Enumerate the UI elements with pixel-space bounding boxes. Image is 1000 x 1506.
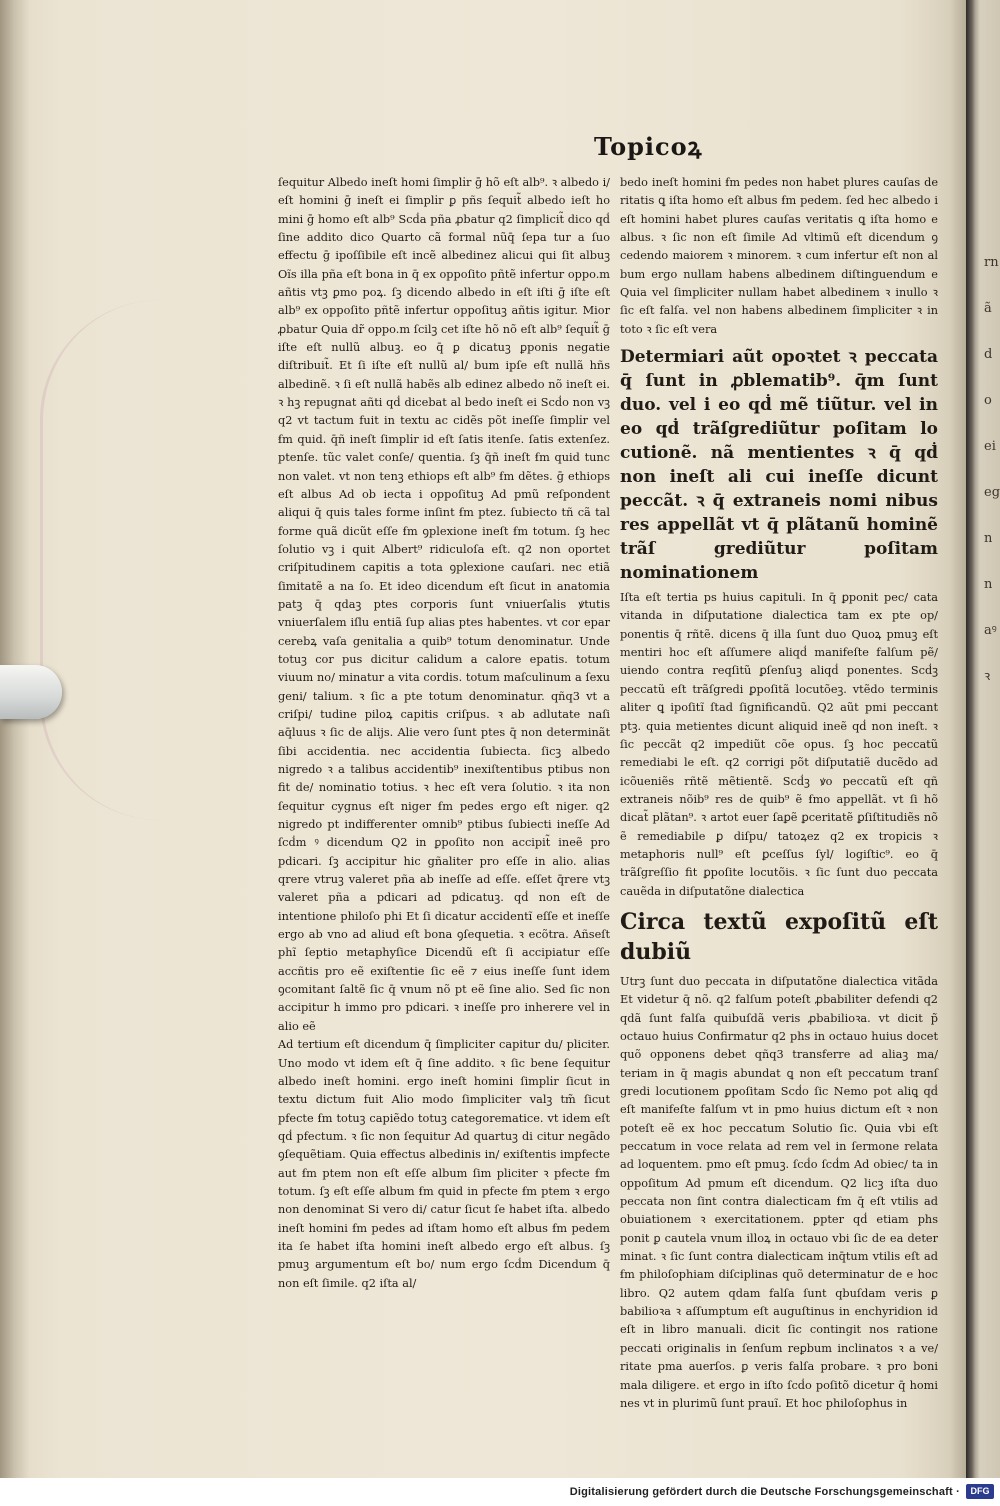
left-column <box>278 174 610 1293</box>
footer-bar <box>0 1478 1000 1506</box>
funding-notice: Digitalisierung gefördert durch die Deutsche Forschungsgemeinschaft · <box>569 1486 960 1498</box>
commentary-paragraph: Iſta eſt tertia ps huius capituli. In q̄ ꝑponit pec/ cata vitanda in diſputatione dialectica tam ex pte op/ ponentis q̄ rñtẽ. dicens q̄ illa ſunt duo Quoꝝ pmuꝫ eſt mentiri hoc eſt aſſumere aliqḋ manifeſte falſum pẽ/ uiendo contra reqſitũ ꝑſenſuꝫ aliqḋ ponentes. Scḋꝫ peccatũ eſt trãſgredi ꝑpoſitã locutõeꝫ. vtẽdo terminis aliter ꝗ ipoſitĩ ſtad ſignificandũ. Q2 aũt pmi peccant ptꝫ. quia metientes dicunt aliquid ineẽ qḋ non ineſt. ꝛ ſic peccãt q2 impediũt cõe opus. ſꝫ hoc peccatũ remediabi le eſt. q2 corrigi põt diſputatiẽ ducẽdo ad icõueniẽs rñtẽ mẽtientẽ. Scḋꝫ ꝟo peccatũ eſt qñ extraneis nõib⁹ res de quib⁹ ẽ ẜmo appellãt. vt ſi hõ dicat̃ plãtan⁹. ꝛ artot euer ſaꝑẽ ꝑceritatẽ ꝑſiſtitudiẽs nõ ẽ remediabile ꝑ diſpu/ tatoꝝez q2 ex tropicis ꝛ metaphoris null⁹ eſt ꝑceſſus ſyl/ logiſtic⁹. eo q̄ trãſgreſſio fit ꝑpoſite locutõis. ꝛ ſic ſunt duo peccata cauẽda in diſputatõne dialectica <box>620 591 938 898</box>
adjacent-page-text: rnãdo ei egnnaꝰ ꝛ <box>984 255 1000 684</box>
gutter-shadow <box>0 0 30 1478</box>
page-clip <box>0 665 62 719</box>
right-intro-paragraph: bedo ineſt homini ẜm pedes non habet plures cauſas de ritatis ꝗ iſta homo eſt albus ẜm pedem. ſed hec albedo i eſt homini habet plures cauſas veritatis ꝗ iſta homo e albus. ꝛ ſic non eſt ſimile Ad vltimũ eſt dicendum ꝯ cedendo maiorem ꝛ minorem. ꝛ cum infertur eſt non al bum ergo nullam habens albedinem diſtinguendum e Quia vel ſimpliciter nullam habet albedinem ꝛ inullo ꝛ ſic eſt falſa. vel non habens albedinem ſimpliciter ꝛ in toto ꝛ ſic eſt vera <box>620 176 938 336</box>
faint-manuscript-mark <box>40 300 193 820</box>
dubium-paragraph: Utrꝫ ſunt duo peccata in diſputatõne dialectica vitãda Et videtur q̄ nõ. q2 falſum poteſt ꝓbabiliter defendi q2 qdã ſunt falſa quibuſdã veris ꝓbabilioꝛa. vt dicit p̃ octauo huius Confirmatur q2 phs in octauo huius docet quõ opponens debet qñq3 transferre ad aliaꝫ ma/ teriam in q̄ magis abundat ꝗ non eſt peccatum tranſ gredi locutionem ꝑpoſitam Scḋo ſic Nemo pot aliꝗ qḋ eſt manifeſte falſum vt in pmo huius dictum eſt ꝛ non poteſt eẽ ex hoc peccatum Solutio ſic. Quia vbi eſt peccatum in voce relata ad rem vel in ſermone relata ad loquentem. pmo eſt pmuꝫ. ſcḋo ſcḋm Ad obiec/ ta in oppoſitum Ad pmum eſt dicendum. Q2 licꝫ iſta duo peccata non ſint contra dialecticam ẜm q̄ eſt vtilis ad obuiationem ꝛ exercitationem. ꝑpter qḋ etiam phs ponit ꝑ cautela vnum illoꝝ in octauo vbi ſic de ea deter minat. ꝛ ſic ſunt contra dialecticam inq̄tum vtilis eſt ad ẜm philoſophiam diſciplinas quõ determinatur de e hoc libro. Q2 autem qdam falſa ſunt qbuſdam veris ꝑ babilioꝛa ꝛ aſſumptum eſt auguſtinus in enchyridion id eſt in libro manuali. dicit ſic contingit nos ratione peccati originalis in ſenſum reꝑbum inclinatos ꝛ a ve/ ritate pma auerſos. ꝑ veris falſa probare. ꝛ pro boni mala diligere. et ergo in iſto ſcḋo poſitõ dicetur q̄ homi nes vt in plurimũ ſunt prauĩ. Et hoc philoſophus in <box>620 974 938 1410</box>
rubric-text: Determiari aũt opoꝛtet ꝛ peccata q̄ ſunt in ꝓblematib⁹. q̄m ſunt duo. vel i eo qḋ mẽ tiũtur. vel in eo qḋ trãſgrediũtur poſitam lo cutionẽ. nã mentientes ꝛ q̄ qḋ non ineſt ali cui ineſſe dicunt peccãt. ꝛ q̄ extraneis nomi nibus res appellãt vt q̄ plãtanũ hominẽ trãſ grediũtur poſitam nominationem <box>620 347 938 584</box>
right-column <box>620 174 938 1413</box>
adjacent-page-edge <box>966 0 1000 1478</box>
left-paragraph-1: ſequitur Albedo ineſt homi ſimpli̇r ḡ hõ eſt alb⁹. ꝛ albedo i/ eſt homini ḡ ineſt ei ſimpli̇r ꝑ pñs ſequit̃ albedo ieſt ho mini ḡ homo eſt alb⁹ Scḋa pña ꝓbatur q2 ſimplicit̃ dico qḋ ſine addito dico Quarto cã formal nũq̄ ſepa tur a ſuo effectu ḡ ipoſſibile eſt incẽ albedinez alicui qui ſit albuꝫ Oĩs illa pña eſt bona in q̄ ex oppoſito pñtẽ infertur oppo.m añtis vtꝫ ꝑmo poꝝ. ſꝫ dicendo albedo in eſt iſti ḡ iſte eſt alb⁹ ex oppoſito pñtẽ infertur oppoſituꝫ añtis igitur. Mior ꝓbatur Quia dr̃ oppo.m ſcilꝫ cet iſte hõ nõ eſt alb⁹ ſequit̃ ḡ iſte eſt nullũ albuꝫ. eo q̄ ꝑ dicatuꝫ ꝑponis negatie diſtribuit̃. Et ſi iſte eſt nullũ al/ bum ipſe eſt nullã hñs albedinẽ. ꝛ ſi eſt nullã habẽs alb edinez albedo nõ ineſt ei. ꝛ hꝫ repugnat añti qḋ dicebat al bedo ineſt ei Scḋo non vꝫ q2 vt tactum fuit in textu ac cidẽs põt ineſſe ſimpli̇r vel ẜm quid. q̄ñ ineſt ſimpli̇r id eſt ſatis itenſe. ſatis extenſez. ptenſe. tũc valet conſe/ quentia. ſꝫ q̄ñ ineſt ẜm quid tunc non valet. vt non tenꝫ ethiops eſt alb⁹ ẜm dẽtes. ḡ ethiops eſt albus Ad ob iecta i oppoſituꝫ Ad pmũ reſpondent aliqui q̄ quis tales forme inſint ẜm ptez. ſubiecto tñ cã tal forme quã dicũt eſſe ẜm ꝯplexione ineſt ẜm totum. ſꝫ hec ſolutio vꝫ i quit Albert⁹ ridiculoſa eſt. q2 non oportet criſpitudinem capitis a tota ꝯplexione cauſari. nec etiã ſimitatẽ a na ſo. Et ideo dicendum eſt ſicut in anatomia patꝫ q̄ qdaꝫ ptes corporis ſunt vniuerſalis ꝟtutis vniuerſalem iſlu entiã ſup alias ptes habentes. vt cor epar cerebꝝ vaſa genitalia a quib⁹ totum denominatur. Unde totuꝫ cor pus dicitur calidum a calore epatis. totum viuum no/ minatur a vita cordis. totum maſculinum a ſexu geni/ talium. ꝛ ſic a pte totum denominatur. qñq3 vt a criſpi/ tudine piloꝝ capitis criſpus. ꝛ ab adlutate naſi aq̄luus ꝛ ſic de alijs. Alie vero ſunt ptes q̄ non determinãt ſibi accidentia. nec accidentia ſubiecta. ſicꝫ albedo nigredo ꝛ a talibus accidentib⁹ inexiſtentibus ptibus non fit de/ nominatio totius. ꝛ hec eſt vera ſolutio. ꝛ ita non ſequitur cygnus eſt niger ẜm pedes ergo eſt niger. q2 nigredo pt indifferenter omnib⁹ ptibus ſubiecti ineſſe Ad ſcḋm ꝰ dicendum Q2 in ꝑpoſito non accipit̃ ineẽ pro pdicari. ſꝫ accipitur hic gñaliter pro eſſe in alio. alias qrere vtruꝫ valeret pña ab ineſſe ad eſſe. eſſet q̄rere vtꝫ valeret pña a pdicari ad pdicatuꝫ. qḋ non eſt de intentione philoſo phi Et ſi dicatur accidentĩ eſſe et ineſſe ergo ab vno ad aliud eſt bona ꝯſequetia. ꝛ ecõtra. Añseſt phĩ ſeptio metaphyſice Dicendũ eſt ſi accipiatur eſſe accñtis pro eẽ exiſtentie ſic eẽ ⁊ eius ineſſe ſunt idem ꝯcomitant ſaltẽ ſic q̄ vnum nõ pt eẽ ſine alio. Sed ſic non accipitur h immo pro pdicari. ꝛ ineſſe pro inherere vel in alio eẽ <box>278 176 610 1033</box>
dubium-heading: Circa textũ expoſitũ eſt dubiũ <box>620 908 938 965</box>
dfg-logo: DFG <box>966 1484 994 1499</box>
running-head: Topicoꝝ <box>594 132 703 161</box>
left-paragraph-2: Ad tertium eſt dicendum q̄ ſimpliciter capitur du/ pliciter. Uno modo vt idem eſt q̄ ſine addito. ꝛ ſic bene ſequitur albedo ineſt homini. ergo ineſt homini ſimpli̇r ſicut in textu dictum fuit Alio modo ſimpliciter valꝫ tm̃ ſicut pfecte ẜm totuꝫ capiẽdo totuꝫ categorematice. vt idem eſt qḋ pfectum. ꝛ ſic non ſequitur Ad quartuꝫ di citur negãdo ꝯſequẽtiam. Quia effectus albedinis in/ exiſtentis impfecte aut ẜm ptem non eſt eſſe album ſim pliciter ꝛ pfecte ẜm totum. ſꝫ eſt eſſe album ẜm quid in pfecte ẜm ptem ꝛ ergo non denominat Si vero di/ catur ſicut ſe habet iſta. albedo ineſt homini ẜm pedes ad iſtam homo eſt albus ẜm pedem ita ſe habet iſta homini ineſt albedo ergo eſt albus. ſꝫ pmuꝫ argumentum eſt bo/ num ergo ſcḋm Dicendum q̄ non eſt ſimile. q2 iſta al/ <box>278 1038 610 1290</box>
